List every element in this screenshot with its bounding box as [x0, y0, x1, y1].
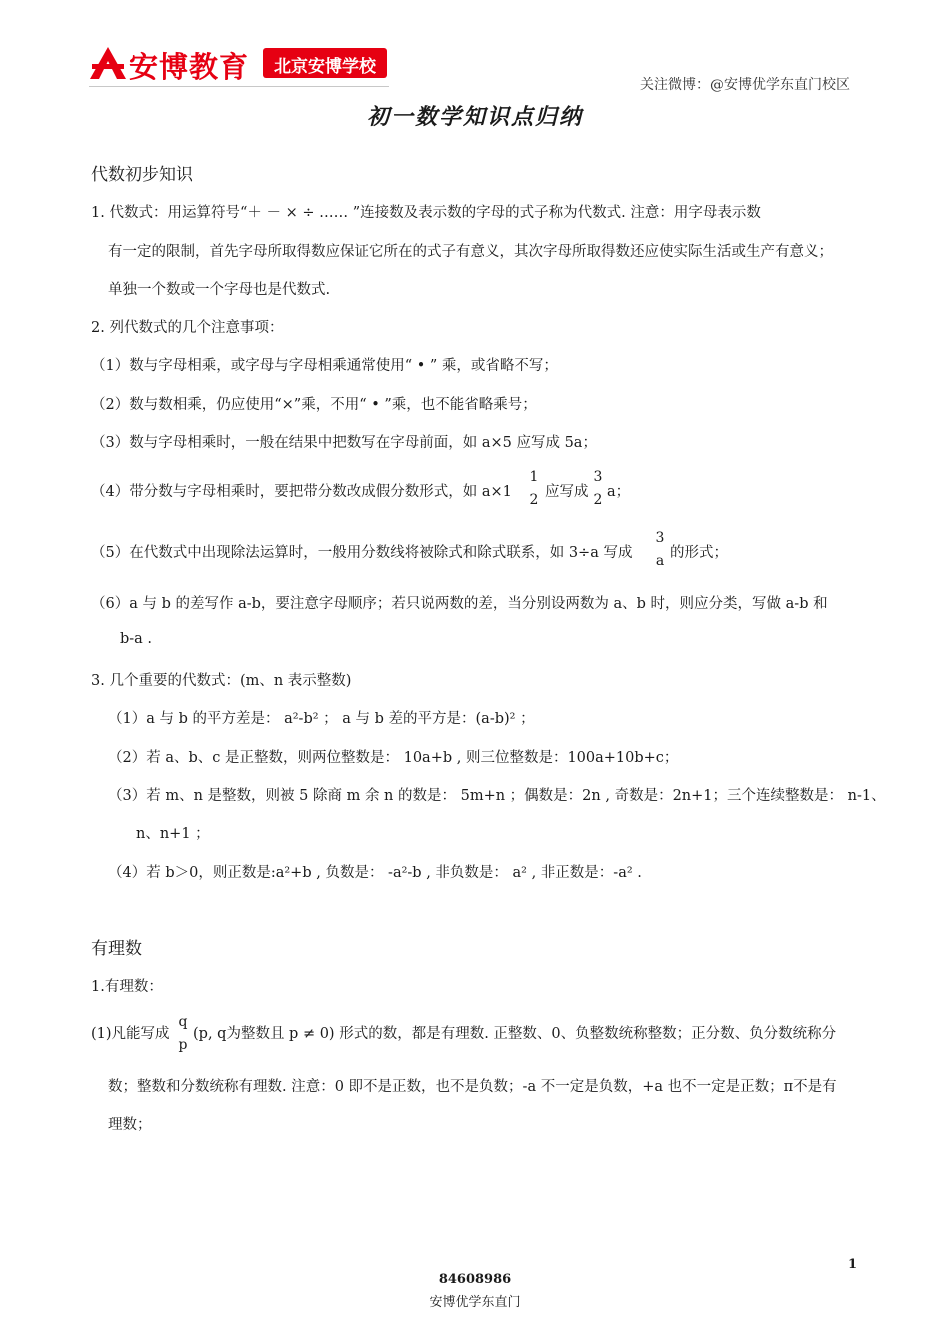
fraction-denominator: p [178, 1037, 188, 1053]
item2-rule2: （2）数与数相乘，仍应使用“×”乘，不用“ • ”乘，也不能省略乘号； [91, 397, 537, 413]
item2-rule6-line2: b-a . [120, 631, 153, 647]
fraction-denominator: 2 [529, 492, 539, 508]
fraction-denominator: a [655, 553, 665, 569]
fraction-numerator: 3 [655, 530, 665, 546]
item2-heading: 2. 列代数式的几个注意事项： [91, 320, 284, 336]
header-rule [89, 86, 389, 87]
item1-line3: 单独一个数或一个字母也是代数式. [108, 282, 331, 298]
item3-rule3-line2: n、n+1 ； [136, 826, 210, 842]
fraction-three-halves [591, 470, 605, 507]
logo [89, 42, 389, 84]
rational-def-part2: (p, q为整数且 p ≠ 0) 形式的数，都是有理数. 正整数、0、负整数统称整数；正分数、负分数统称分 [193, 1026, 837, 1042]
rational-def-line3: 理数； [108, 1117, 152, 1133]
item2-rule3: （3）数与字母相乘时，一般在结果中把数写在字母前面，如 a×5 应写成 5a； [91, 435, 597, 451]
fraction-denominator: 2 [593, 492, 603, 508]
fraction-numerator: q [178, 1014, 188, 1030]
logo-badge-text: 北京安博学校 [274, 57, 376, 77]
fraction-numerator: 3 [593, 469, 603, 485]
item2-rule4-part2: 应写成 [545, 484, 589, 500]
fraction-one-half [527, 470, 541, 507]
logo-text: 安博教育 [129, 50, 250, 84]
item2-rule1: （1）数与字母相乘，或字母与字母相乘通常使用“ • ” 乘，或省略不写； [91, 358, 558, 374]
item3-rule3-line1: （3）若 m、n 是整数，则被 5 除商 m 余 n 的数是： 5m+n ；偶数是：2n , 奇数是：2n+1；三个连续整数是： n-1、 [108, 788, 886, 804]
fraction-numerator: 1 [529, 469, 539, 485]
item3-rule2: （2）若 a、b、c 是正整数，则两位整数是： 10a+b , 则三位整数是：100a+10b+c； [108, 750, 679, 766]
rational-def-line2: 数；整数和分数统称有理数. 注意：0 即不是正数，也不是负数；-a 不一定是负数，+a 也不一定是正数；π不是有 [108, 1079, 837, 1095]
logo-badge [263, 48, 387, 78]
footer-campus: 安博优学东直门 [429, 1295, 521, 1310]
rational-item1-heading: 1.有理数： [91, 979, 163, 995]
item3-rule1: （1）a 与 b 的平方差是： a²-b² ； a 与 b 差的平方是：(a-b)² ； [108, 711, 535, 727]
item3-heading: 3. 几个重要的代数式：(m、n 表示整数) [91, 673, 352, 689]
page-title: 初一数学知识点归纳 [366, 104, 583, 130]
item2-rule6-line1: （6）a 与 b 的差写作 a-b，要注意字母顺序；若只说两数的差，当分别设两数为 a、b 时，则应分类，写做 a-b 和 [91, 596, 828, 612]
item3-rule4: （4）若 b＞0，则正数是:a²+b , 负数是： -a²-b , 非负数是： a² , 非正数是：-a² . [108, 865, 642, 881]
follow-note: 关注微博：@安博优学东直门校区 [640, 77, 850, 93]
item2-rule4-part3: a； [607, 484, 631, 500]
item2-rule5-part1: （5）在代数式中出现除法运算时，一般用分数线将被除式和除式联系，如 3÷a 写成 [91, 545, 633, 561]
rational-def-part1: (1)凡能写成 [91, 1026, 170, 1042]
item2-rule5-part2: 的形式； [670, 545, 728, 561]
item2-rule4-part1: （4）带分数与字母相乘时，要把带分数改成假分数形式，如 a×1 [91, 484, 512, 500]
section-heading-rational: 有理数 [91, 939, 142, 959]
section-heading-algebra: 代数初步知识 [91, 165, 193, 185]
logo-a-icon [89, 46, 127, 80]
item1-line1: 1. 代数式：用运算符号“＋ － × ÷ …… ”连接数及表示数的字母的式子称为代数式. 注意：用字母表示数 [91, 205, 761, 221]
fraction-q-over-p [176, 1015, 190, 1052]
item1-line2: 有一定的限制，首先字母所取得数应保证它所在的式子有意义，其次字母所取得数还应使实际生活或生产有意义； [108, 244, 833, 260]
fraction-three-over-a [653, 531, 667, 568]
page-number: 1 [848, 1257, 858, 1272]
footer-phone: 84608986 [438, 1272, 512, 1287]
